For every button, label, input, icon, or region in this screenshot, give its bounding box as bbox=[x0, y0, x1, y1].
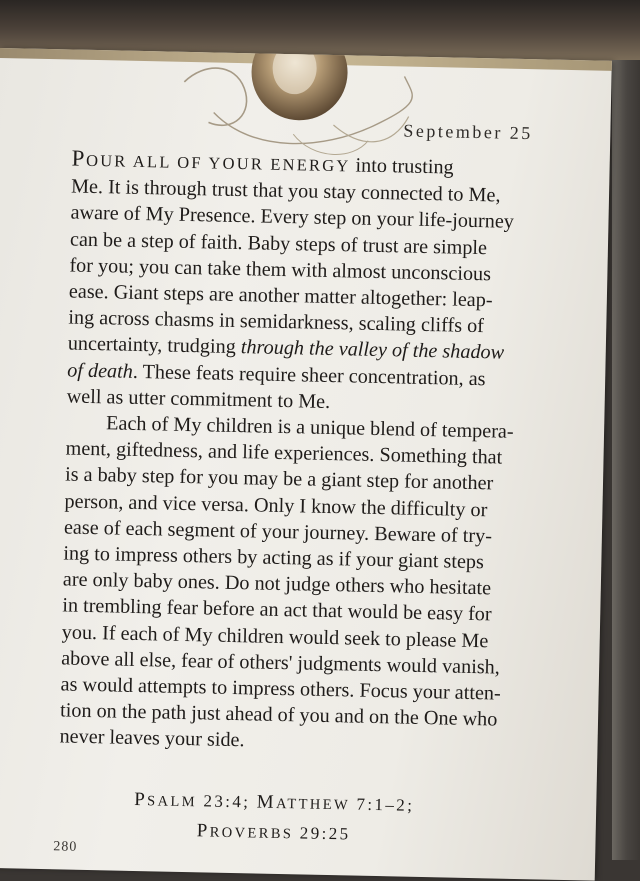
text-line: ease of each segment of your journey. Beware of try- bbox=[63, 516, 493, 548]
scripture-references-line2 bbox=[23, 817, 523, 849]
text-line: Each of My children is a unique blend of tempera- bbox=[105, 412, 514, 443]
ref-verse: 23:4; bbox=[203, 791, 251, 812]
text-line: is a baby step for you may be a giant step for another bbox=[64, 463, 494, 495]
text-segment: into trusting bbox=[350, 154, 454, 179]
page-date: September 25 bbox=[403, 120, 534, 144]
text-line: tion on the path just ahead of you and on the One who bbox=[59, 699, 498, 731]
lead-small-caps: OUR ALL OF YOUR ENERGY bbox=[85, 150, 351, 176]
ref-book-small-caps: ROVERBS bbox=[209, 824, 294, 843]
text-line: can be a step of faith. Baby steps of trust are simple bbox=[69, 228, 488, 259]
text-line: as would attempts to impress others. Focus your atten- bbox=[60, 673, 501, 705]
text-line: aware of My Presence. Every step on your life-journey bbox=[70, 201, 515, 234]
ref-book-small-caps: SALM bbox=[146, 793, 198, 811]
ref-initial: P bbox=[196, 820, 210, 842]
ref-verse: 7:1–2; bbox=[356, 794, 415, 815]
scripture-quote: of death bbox=[67, 359, 134, 383]
text-line: in trembling fear before an act that would be easy for bbox=[62, 594, 492, 626]
text-segment: uncertainty, trudging bbox=[67, 332, 242, 359]
lead-initial: P bbox=[71, 145, 87, 171]
text-line: are only baby ones. Do not judge others who hesitate bbox=[62, 568, 492, 600]
book-page-edges bbox=[612, 60, 640, 860]
ref-book-small-caps: ATTHEW bbox=[275, 795, 351, 814]
devotional-text bbox=[59, 146, 556, 761]
text-line: above all else, fear of others' judgments would vanish, bbox=[61, 647, 501, 679]
text-line: well as utter commitment to Me. bbox=[66, 385, 331, 413]
ref-initial: P bbox=[133, 788, 148, 811]
scripture-quote: through the valley of the shadow bbox=[240, 336, 505, 365]
text-line: never leaves your side. bbox=[59, 725, 245, 752]
text-line: ing across chasms in semidarkness, scaling cliffs of bbox=[68, 306, 485, 338]
text-line: ing to impress others by acting as if your giant steps bbox=[63, 542, 485, 574]
text-line: for you; you can take them with almost unconscious bbox=[69, 254, 492, 286]
scripture-references-line1 bbox=[24, 787, 524, 819]
text-line: you. If each of My children would seek to please Me bbox=[61, 621, 489, 653]
text-line: ease. Giant steps are another matter altogether: leap- bbox=[68, 280, 493, 312]
text-line: person, and vice versa. Only I know the difficulty or bbox=[64, 490, 488, 521]
book-page bbox=[0, 48, 612, 881]
page-number: 280 bbox=[53, 839, 78, 855]
text-segment: . These feats require sheer concentration, as bbox=[132, 360, 486, 390]
ref-initial: M bbox=[256, 791, 277, 813]
text-line: ment, giftedness, and life experiences. Something that bbox=[65, 437, 503, 469]
ref-verse: 29:25 bbox=[299, 823, 351, 844]
text-line: Me. It is through trust that you stay connected to Me, bbox=[70, 175, 501, 207]
